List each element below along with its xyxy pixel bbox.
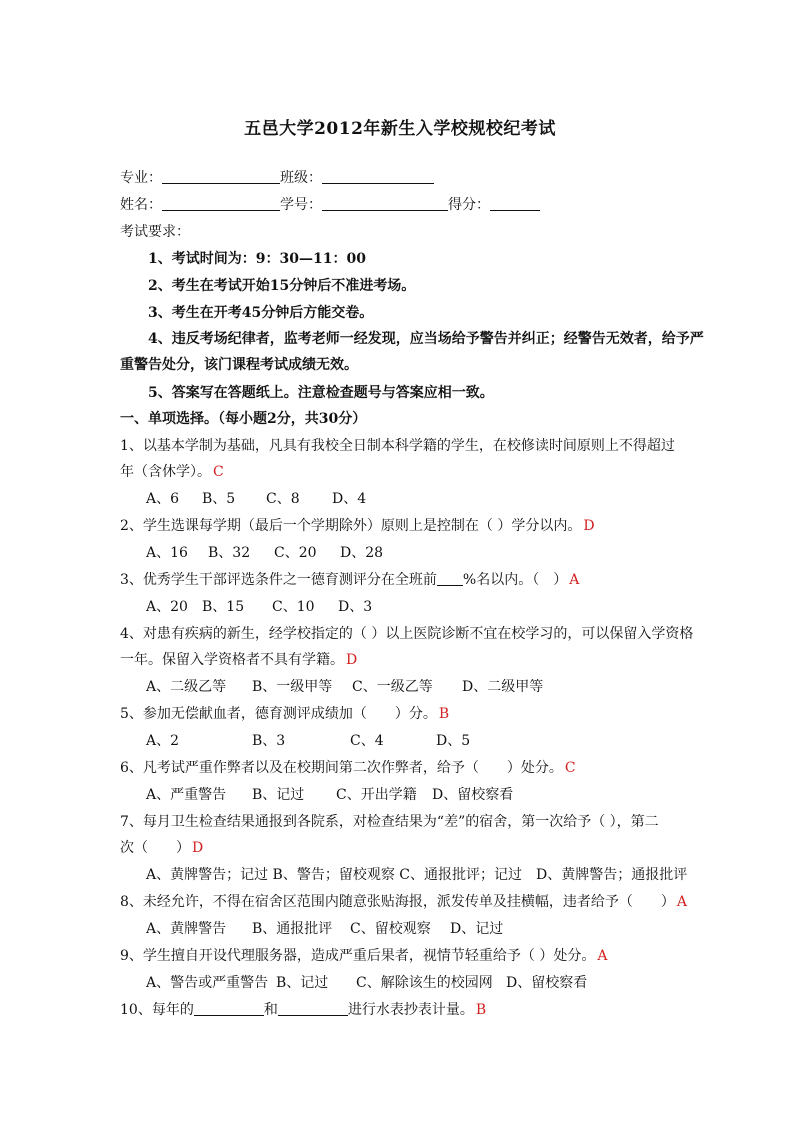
question-text — [120, 892, 687, 912]
fill-blank[interactable] — [278, 1001, 348, 1016]
fill-blank[interactable] — [194, 1001, 264, 1016]
option[interactable]: A、2 — [146, 733, 180, 749]
option[interactable]: A、二级乙等 — [146, 679, 227, 695]
options-row — [146, 543, 383, 563]
score-label: 得分： — [448, 197, 490, 213]
answer-mark: D — [346, 652, 358, 668]
question-text-body: 8、未经允许，不得在宿舍区范围内随意张贴海报，派发传单及挂横幅，违者给予（ ） — [120, 894, 675, 910]
major-label: 专业： — [120, 170, 162, 186]
question-text-continued — [120, 462, 224, 482]
answer-mark: B — [438, 706, 450, 722]
requirement-item: 2、考生在考试开始15分钟后不准进考场。 — [148, 278, 416, 294]
requirement-item: 3、考生在开考45分钟后方能交卷。 — [148, 305, 374, 321]
options-row — [146, 785, 513, 805]
option[interactable]: C、10 — [272, 599, 315, 615]
option[interactable]: C、开出学籍 — [336, 787, 417, 803]
option[interactable]: B、3 — [252, 733, 286, 749]
option[interactable]: A、警告或严重警告 — [146, 975, 269, 991]
option[interactable]: B、5 — [202, 491, 236, 507]
page-title: 五邑大学2012年新生入学校规校纪考试 — [244, 119, 556, 139]
class-blank[interactable] — [322, 169, 434, 184]
answer-mark: D — [192, 840, 204, 856]
question-text-body: 9、学生擅自开设代理服务器，造成严重后果者，视情节轻重给予（ ）处分。 — [120, 948, 596, 964]
major-blank[interactable] — [162, 169, 280, 184]
question-text-mid: 和 — [263, 1002, 278, 1018]
student-id-label: 学号： — [280, 197, 322, 213]
name-blank[interactable] — [162, 196, 280, 211]
question-text-tail: 年（含休学）。 — [120, 464, 211, 480]
info-row-1 — [120, 168, 434, 188]
option[interactable]: B、通报批评 — [252, 921, 333, 937]
question-text-body: 2、学生选课每学期（最后一个学期除外）原则上是控制在（ ）学分以内。 — [120, 518, 582, 534]
option[interactable]: C、一级乙等 — [352, 679, 433, 695]
option[interactable]: D、28 — [340, 545, 384, 561]
option[interactable]: D、3 — [338, 599, 373, 615]
options-row — [146, 489, 366, 509]
question-text-tail: 次（ ） — [120, 840, 190, 856]
options-row — [146, 597, 372, 617]
answer-mark: B — [475, 1002, 487, 1018]
option[interactable]: A、16 — [146, 545, 188, 561]
option[interactable]: D、4 — [332, 491, 367, 507]
option[interactable]: D、留校察看 — [506, 975, 588, 991]
question-text — [120, 516, 595, 536]
question-text: 1、以基本学制为基础，凡具有我校全日制本科学籍的学生，在校修读时间原则上不得超过 — [120, 438, 675, 454]
answer-mark: A — [597, 948, 608, 964]
student-id-blank[interactable] — [322, 196, 448, 211]
requirement-item: 4、违反考场纪律者，监考老师一经发现，应当场给予警告并纠正；经警告无效者，给予严 — [148, 331, 704, 347]
answer-mark: A — [676, 894, 688, 910]
option[interactable]: A、20 — [146, 599, 188, 615]
question-text-body: 10、每年的 — [120, 1002, 194, 1018]
options-row — [146, 973, 587, 993]
question-text-tail: 一年。保留入学资格者不具有学籍。 — [120, 652, 344, 668]
question-text-tail: %名以内。（ ） — [462, 572, 568, 588]
question-text — [120, 946, 607, 966]
option[interactable]: C、20 — [274, 545, 317, 561]
section-heading: 一、单项选择。（每小题2分，共30分） — [120, 411, 367, 427]
answer-mark: D — [583, 518, 595, 534]
requirement-item: 1、考试时间为：9：30—11：00 — [148, 251, 366, 267]
option[interactable]: A、黄牌警告 — [146, 921, 227, 937]
question-text-body: 3、优秀学生干部评选条件之一德育测评分在全班前 — [120, 572, 437, 588]
options-row — [146, 731, 470, 751]
option[interactable]: B、32 — [208, 545, 251, 561]
question-text — [120, 704, 449, 724]
question-text-body: 6、凡考试严重作弊者以及在校期间第二次作弊者，给予（ ）处分。 — [120, 760, 563, 776]
question-text-continued — [120, 650, 357, 670]
requirement-item-continued: 重警告处分，该门课程考试成绩无效。 — [120, 357, 358, 373]
option[interactable]: A、6 — [146, 491, 180, 507]
option[interactable]: D、5 — [436, 733, 471, 749]
option[interactable]: B、记过 — [276, 975, 329, 991]
requirement-item: 5、答案写在答题纸上。注意检查题号与答案应相一致。 — [148, 385, 494, 401]
option[interactable]: D、记过 — [450, 921, 504, 937]
answer-mark: C — [564, 760, 576, 776]
question-text — [120, 570, 579, 590]
answer-mark: C — [213, 464, 224, 480]
question-text-continued — [120, 838, 203, 858]
option[interactable]: C、解除该生的校园网 — [356, 975, 493, 991]
requirements-heading: 考试要求： — [120, 224, 190, 240]
question-text: 7、每月卫生检查结果通报到各院系，对检查结果为“差”的宿舍，第一次给予（ ），第二 — [120, 814, 659, 830]
question-text-tail: 进行水表抄表计量。 — [347, 1002, 474, 1018]
options-row — [146, 919, 503, 939]
option[interactable]: B、一级甲等 — [252, 679, 333, 695]
option[interactable]: D、留校察看 — [432, 787, 514, 803]
option[interactable]: A、严重警告 — [146, 787, 227, 803]
option[interactable]: B、15 — [202, 599, 245, 615]
options-row[interactable]: A、黄牌警告；记过 B、警告；留校观察 C、通报批评；记过 D、黄牌警告；通报批评 — [146, 867, 688, 883]
info-row-2 — [120, 195, 540, 215]
answer-mark: A — [569, 572, 580, 588]
question-text: 4、对患有疾病的新生，经学校指定的（ ）以上医院诊断不宜在校学习的，可以保留入学资格 — [120, 626, 694, 642]
name-label: 姓名： — [120, 197, 162, 213]
score-blank[interactable] — [490, 196, 540, 211]
class-label: 班级： — [280, 170, 322, 186]
option[interactable]: C、4 — [350, 733, 384, 749]
option[interactable]: C、8 — [266, 491, 300, 507]
option[interactable]: B、记过 — [252, 787, 305, 803]
option[interactable]: C、留校观察 — [350, 921, 431, 937]
question-text — [120, 1000, 486, 1020]
question-text-body: 5、参加无偿献血者，德育测评成绩加（ ）分。 — [120, 706, 437, 722]
option[interactable]: D、二级甲等 — [462, 679, 544, 695]
fill-blank[interactable] — [437, 571, 463, 586]
question-text — [120, 758, 576, 778]
options-row — [146, 677, 543, 697]
